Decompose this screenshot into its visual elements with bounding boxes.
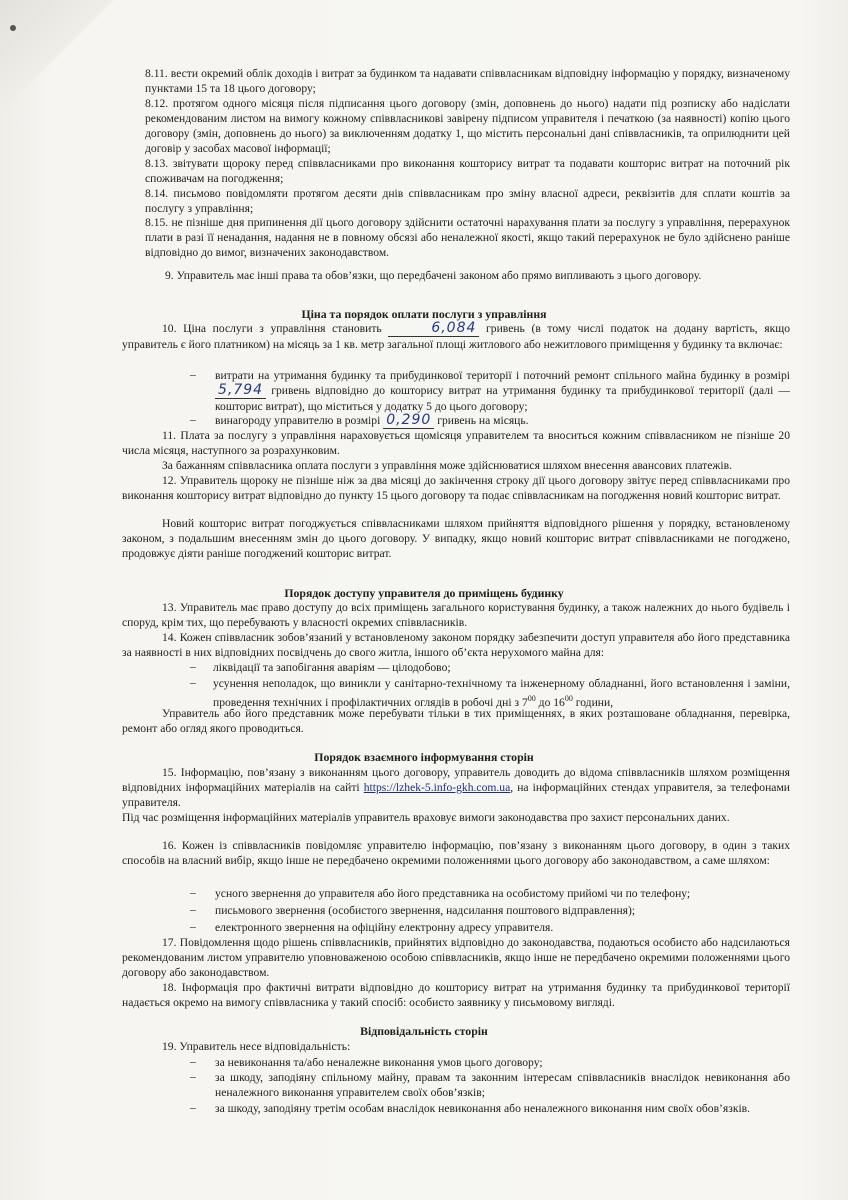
clause-16: 16. Кожен із співвласників повідомляє управителю інформацію, пов’язану з виконанням цього договору, в один з таких способів на власний вибір, якщо інше не передбачено окремими положеннями цього договору або законодавством, а саме шляхом: xyxy=(122,839,790,867)
heading-price: Ціна та порядок оплати послуги з управління xyxy=(301,307,547,321)
clause-19: 19. Управитель несе відповідальність: xyxy=(162,1040,351,1053)
dash-marker: – xyxy=(190,413,196,426)
clause-12-new-budget: Новий кошторис витрат погоджується співвласниками шляхом прийняття відповідного рішення у порядку, встановленому законом, з подальшим внесенням змін до цього договору. У випадку, якщо новий кошторис витрат співвласниками не погоджено, продовжує діяти раніше погоджений кошторис витрат. xyxy=(122,517,790,560)
clause-16-item-written: письмового звернення (особистого звернення, надсилання поштового відправлення); xyxy=(215,904,636,917)
clause-8-15: 8.15. не пізніше дня припинення дії цього договору здійснити остаточні нарахування плати за послугу з управління, перерахунок плати в разі її ненадання, надання не в повному обсязі або неналежної якості, якщо такий перерахунок не було здійснено раніше відповідно до вимог, визначених законодавством. xyxy=(145,216,790,259)
heading-responsibility: Відповідальність сторін xyxy=(360,1024,488,1038)
dash-marker: – xyxy=(190,660,196,673)
clause-9: 9. Управитель має інші права та обов’язки, що передбачені законом або прямо випливають з цього договору. xyxy=(165,269,702,282)
clause-10-item-reward: винагороду управителю в розмірі 0,290 гривень на місяць. xyxy=(215,412,529,428)
clause-10: 10. Ціна послуги з управління становить 6,084 гривень (в тому числі податок на додану вартість, якщо управитель є його платником) на місяць за 1 кв. метр загальної площі житлового або нежитлового приміщення у будинку та включає: xyxy=(122,320,790,351)
heading-access: Порядок доступу управителя до приміщень будинку xyxy=(284,586,564,600)
punch-hole xyxy=(10,25,16,31)
dash-marker: – xyxy=(190,1055,196,1068)
clause-17: 17. Повідомлення щодо рішень співвласників, прийнятих відповідно до законодавства, подаються особисто або надсилаються рекомендованим листом управителю уповноваженою особою співвласників, якщо інше не передбачено окремими положеннями цього договору або законодавством. xyxy=(122,936,790,979)
clause-8-13: 8.13. звітувати щороку перед співвласниками про виконання кошторису витрат та подавати кошторис витрат на поточний рік споживачам на погодження; xyxy=(145,157,790,185)
clause-16-item-electronic: електронного звернення на офіційну електронну адресу управителя. xyxy=(215,921,554,934)
page-fold xyxy=(0,0,120,130)
clause-14: 14. Кожен співвласник зобов’язаний у встановленому законом порядку забезпечити доступ управителя або його представника за наявності в них відповідних посвідчень до свого житла, іншого об’єкта нерухомого майна для: xyxy=(122,631,790,659)
dash-marker: – xyxy=(190,1070,196,1083)
clause-19-item-third-parties: за шкоду, заподіяну третім особам внаслідок невиконання або неналежного виконання ним своїх обов’язків. xyxy=(215,1102,751,1115)
heading-information: Порядок взаємного інформування сторін xyxy=(314,750,534,764)
dash-marker: – xyxy=(190,920,196,933)
clause-8-14: 8.14. письмово повідомляти протягом десяти днів співвласникам про зміну власної адреси, реквізитів для сплати коштів за послугу з управління; xyxy=(145,187,790,215)
clause-14-presence: Управитель або його представник може перебувати тільки в тих приміщеннях, в яких розташоване обладнання, перевірка, ремонт або огляд якого проводиться. xyxy=(122,707,790,735)
clause-8-11: 8.11. вести окремий облік доходів і витрат за будинком та надавати співвласникам відповідну інформацію у порядку, визначеному пунктами 15 та 18 цього договору; xyxy=(145,67,790,95)
dash-marker: – xyxy=(190,368,196,381)
dash-marker: – xyxy=(190,1101,196,1114)
clause-18: 18. Інформація про фактичні витрати відповідно до кошторису витрат на утримання будинку та прибудинкової території надається окремо на вимогу співвласника у такий спосіб: особисто заявнику у письмовому вигляді. xyxy=(122,981,790,1009)
clause-8-12: 8.12. протягом одного місяця після підписання цього договору (змін, доповнень до нього) надати під розписку або надіслати рекомендованим листом на вимогу кожному співвласникові завірену підписом управителя і печаткою (за наявності) копію цього договору (змін, доповнень до нього) за виключенням додатку 1, що містить персональні дані співвласників, та оприлюднити цей договір у засобах масової інформації; xyxy=(145,97,790,155)
clause-15-personal-data: Під час розміщення інформаційних матеріалів управитель враховує вимоги законодавства про захист персональних даних. xyxy=(122,811,730,824)
clause-11: 11. Плата за послугу з управління нараховується щомісяця управителем та вноситься кожним співвласником не пізніше 20 числа місяця, наступного за розрахунковим. xyxy=(122,429,790,457)
handwritten-maintenance-cost: 5,794 xyxy=(215,383,266,399)
clause-14-item-emergency: ліквідації та запобігання аваріям — цілодобово; xyxy=(213,661,451,674)
dash-marker: – xyxy=(190,903,196,916)
clause-14-item-repairs: усунення неполадок, що виникли у санітарно-технічному та інженерному обладнанні, його встановлення і заміни, проведення технічних і профілактичних оглядів в робочі дні з $7^{00}$ до $16^{00}$ години, xyxy=(213,677,790,709)
clause-15: 15. Інформацію, пов’язану з виконанням цього договору, управитель доводить до відома співвласників шляхом розміщення відповідних інформаційних матеріалів на сайті https://lzhek-5.info-gkh.com.ua, на інформаційних стендах управителя, за телефонами управителя. xyxy=(122,766,790,809)
dash-marker: – xyxy=(190,676,196,689)
clause-10-item-maintenance: витрати на утримання будинку та прибудинкової території і поточний ремонт спільного майна будинку в розмірі 5,794 гривень відповідно до кошторису витрат на утримання будинку та прибудинкової території (далі — кошторис витрат), що міститься у додатку 5 до цього договору; xyxy=(215,369,790,413)
dash-marker: – xyxy=(190,886,196,899)
clause-11-advance: За бажанням співвласника оплата послуги з управління може здійснюватися шляхом внесення авансових платежів. xyxy=(162,459,732,472)
clause-19-item-breach: за невиконання та/або неналежне виконання умов цього договору; xyxy=(215,1056,543,1069)
handwritten-reward: 0,290 xyxy=(383,413,434,429)
clause-13: 13. Управитель має право доступу до всіх приміщень загального користування будинку, а також належних до нього будівель і споруд, крім тих, що перебувають у власності окремих співвласників. xyxy=(122,601,790,629)
clause-12: 12. Управитель щороку не пізніше ніж за два місяці до закінчення строку дії цього договору звітує перед співвласниками про виконання кошторису витрат відповідно до пункту 15 цього договору та подає співвласникам на погодження новий кошторис витрат. xyxy=(122,474,790,502)
clause-19-item-common-property: за шкоду, заподіяну спільному майну, правам та законним інтересам співвласників внаслідок невиконання або неналежного виконання управителем своїх обов’язків; xyxy=(215,1071,790,1099)
handwritten-price: 6,084 xyxy=(388,321,479,337)
clause-16-item-oral: усного звернення до управителя або його представника на особистому прийомі чи по телефону; xyxy=(215,887,691,900)
website-link[interactable]: https://lzhek-5.info-gkh.com.ua xyxy=(363,781,511,794)
